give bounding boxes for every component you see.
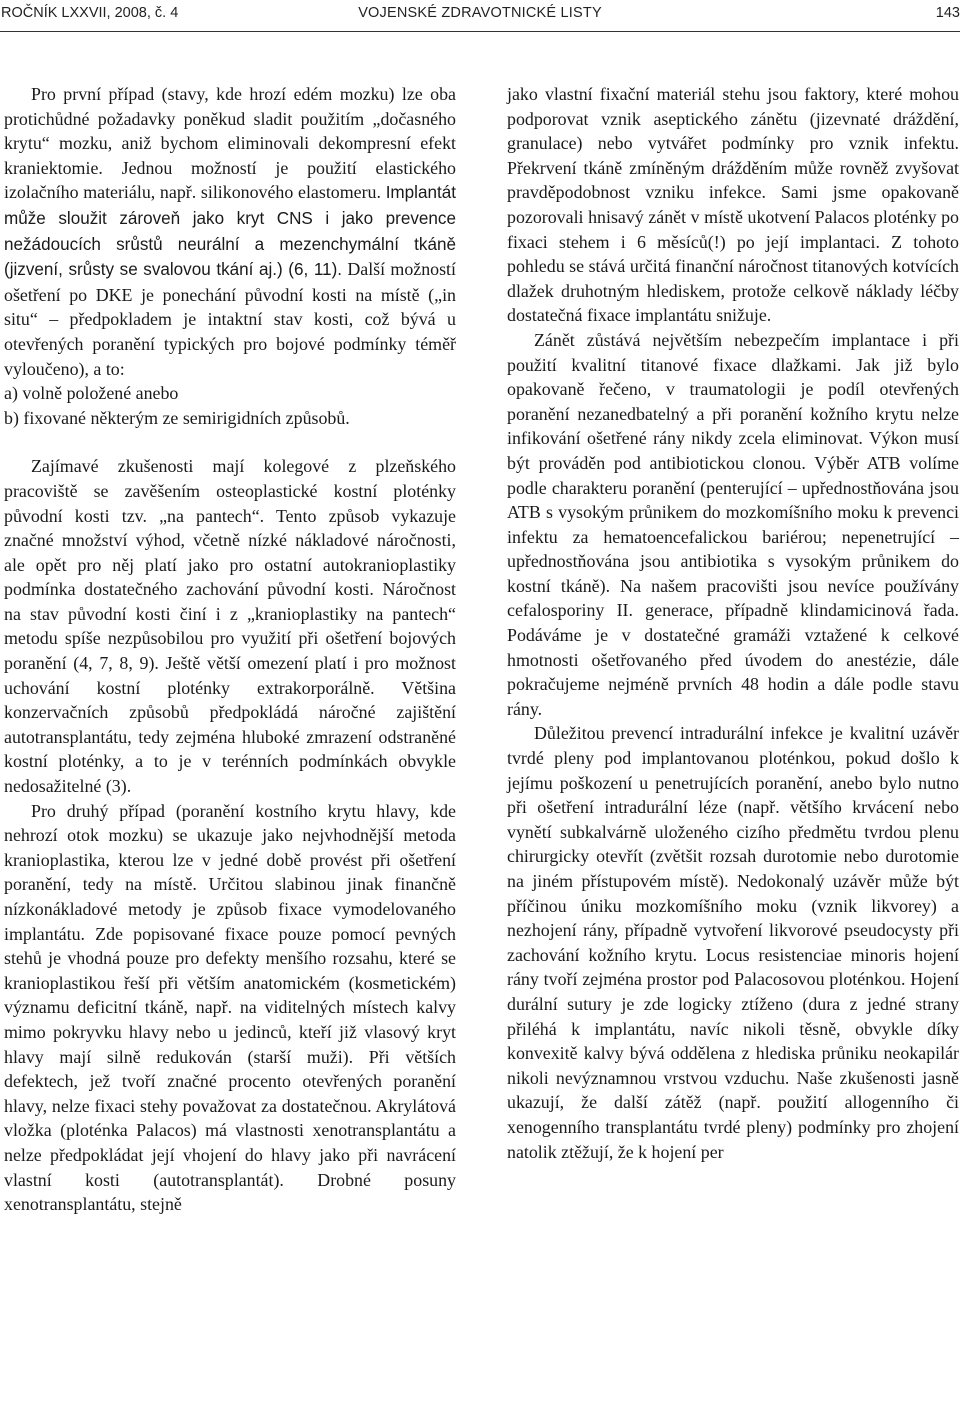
- left-paragraph-2: Zajímavé zkušenosti mají kolegové z plzeňského pracoviště se zavěšením osteoplastické kostní ploténky původní kosti tzv. „na pantech“. Tento způsob vykazuje značné množství výhod, včetně nízké nákladové náročnosti, ale opět pro něj platí jako pro ostatní autokranioplastiky podmínka dostatečného zachování původní kosti. Náročnost na stav původní kosti činí i z „kranioplastiky na pantech“ metodu spíše nezpůsobilou pro využití při ošetření bojových poranění (4, 7, 8, 9). Ještě větší omezení platí i pro možnost uchování kostní ploténky extrakorporálně. Většina konzervačních způsobů předpokládá náročné zajištění autotransplantátu, tedy zejména hluboké zmrazení odstraněné kostní ploténky, a to je v terénních podmínkách obvykle nedosažitelné (3).: [4, 456, 456, 797]
- page-number: 143: [935, 5, 960, 21]
- left-paragraph-3: Pro druhý případ (poranění kostního krytu hlavy, kde nehrozí otok mozku) se ukazuje jako nejvhodnější metoda kranioplastika, kterou lze v jedné době provést při ošetření poranění, tedy na místě. Určitou slabinou jinak finančně nízkonákladové metody je způsob fixace vymodelovaného implantátu. Zde popisované fixace pouze pomocí pevných stehů je vhodná pouze pro defekty menšího rozsahu, které se kranioplastikou řeší při větším anatomickém (kosmetickém) významu deficitní tkáně, např. na viditelných místech kalvy mimo pokryvku hlavy nebo u jedinců, kteří již vlasový kryt hlavy mají silně redukován (starší muži). Při větších defektech, jež tvoří značné procento otevřených poranění hlavy, nelze fixaci stehy považovat za dostatečnou. Akrylátová vložka (ploténka Palacos) má vlastnosti xenotransplantátu a nelze předpokládat její vhojení do hlavy jako při navrácení vlastní kosti (autotransplantát). Drobné posuny xenotransplantátu, stejně: [4, 800, 456, 1215]
- left-paragraph-1: [4, 82, 456, 381]
- left-p1b-text: Implantát může sloužit zároveň jako kryt CNS i jako prevence nežádoucích srůstů neurální a mezenchymální tkáně (jizvení, srůsty se svalovou tkání aj.) (6, 11).: [4, 183, 456, 280]
- right-paragraph-3: Důležitou prevencí intradurální infekce je kvalitní uzávěr tvrdé pleny pod implantovanou ploténkou, pokud došlo k jejímu poškození u penetrujících poranění, anebo bylo nutno při ošetření intradurální léze (např. většího krvácení nebo vynětí subkalvárně uloženého cizího předmětu tvrdou plenu chirurgicky otevřít (zvětšit rozsah durotomie nebo durotomie na jiném přístupovém místě). Nedokonalý uzávěr může být příčinou úniku mozkomíšního moku (vznik likvorey) a nezhojení rány, případně vytvoření likvorové pseudocysty při zachování kožního krytu. Locus resistenciae minoris hojení rány tvoří zejména prostor pod Palacosovou ploténkou. Hojení durální sutury je zde logicky ztíženo (dura z jedné strany přiléhá k implantátu, navíc nikoli těsně, obvykle díky konvexitě kalvy bývá oddělena z hlediska průniku neokapilár nikoli nevýznamnou vrstvou vzduchu. Naše zkušenosti jasně ukazují, že další zátěž (např. použití allogenního či xenogenního transplantátu tvrdé pleny) podmínky pro zhojení natolik ztěžují, že k hojení per: [507, 723, 959, 1162]
- running-header: [0, 0, 960, 32]
- list-item-a: a) volně položené anebo: [4, 383, 179, 404]
- header-rule: [0, 31, 960, 32]
- left-column: [4, 82, 456, 1217]
- list-item-b: b) fixované některým ze semirigidních způsobů.: [4, 407, 350, 428]
- journal-title: VOJENSKÉ ZDRAVOTNICKÉ LISTY: [358, 5, 602, 21]
- right-column: [507, 82, 959, 1164]
- left-p1c-text: Další možností ošetření po DKE je ponechání původní kosti na místě („in situ“ – předpokladem je intaktní stav kosti, což bývá u otevřených poranění typických pro bojové podmínky téměř vyloučeno), a to:: [4, 259, 456, 379]
- journal-volume: ROČNÍK LXXVII, 2008, č. 4: [1, 5, 179, 21]
- right-paragraph-1: jako vlastní fixační materiál stehu jsou faktory, které mohou podporovat vznik aseptického zánětu (jizevnaté dráždění, granulace) nebo vytvářet podmínky pro vznik infektu. Překrvení tkáně zmíněným drážděním může rovněž zvyšovat pravděpodobnost vzniku infekce. Sami jsme opakovaně pozorovali hnisavý zánět v místě ukotvení Palacos ploténky po fixaci stehem i 6 měsíců(!) po její implantaci. Z tohoto pohledu se stává určitá finanční náročnost titanových kotvících dlažek druhotným hlediskem, protože celkově náklady léčby dostatečná fixace implantátu snižuje.: [507, 84, 959, 326]
- left-p1-text: Pro první případ (stavy, kde hrozí edém mozku) lze oba protichůdné požadavky poněkud sladit použitím „dočasného krytu“ mozku, aniž bychom eliminovali dekompresní efekt kraniektomie. Jednou možností je použití elastického izolačního materiálu, např. silikonového elastomeru.: [4, 84, 456, 203]
- right-paragraph-2: Zánět zůstává největším nebezpečím implantace i při použití kvalitní titanové fixace dlažkami. Jak již bylo opakovaně řečeno, v traumatologii je podíl otevřených poranění nezanedbatelný a při poranění kožního krytu nelze infikování ošetřené rány nikdy zcela eliminovat. Výkon musí být prováděn pod antibiotickou clonou. Výběr ATB volíme podle charakteru poranění (penterující – upřednostňována jsou ATB s vysokým průnikem do mozkomíšního moku k prevenci infektu za hematoencefalickou bariérou; nepenetrující – upřednostňována jsou antibiotika s vysokým průnikem do kostní tkáně). Na našem pracovišti jsou nevíce používány cefalosporiny II. generace, případně klindamicinová řada. Podáváme je v dostatečné gramáži vztažené k celkové hmotnosti ošetřovaného před úvodem do anestézie, dále pokračujeme nejméně prvních 48 hodin a dále podle stavu rány.: [507, 329, 959, 719]
